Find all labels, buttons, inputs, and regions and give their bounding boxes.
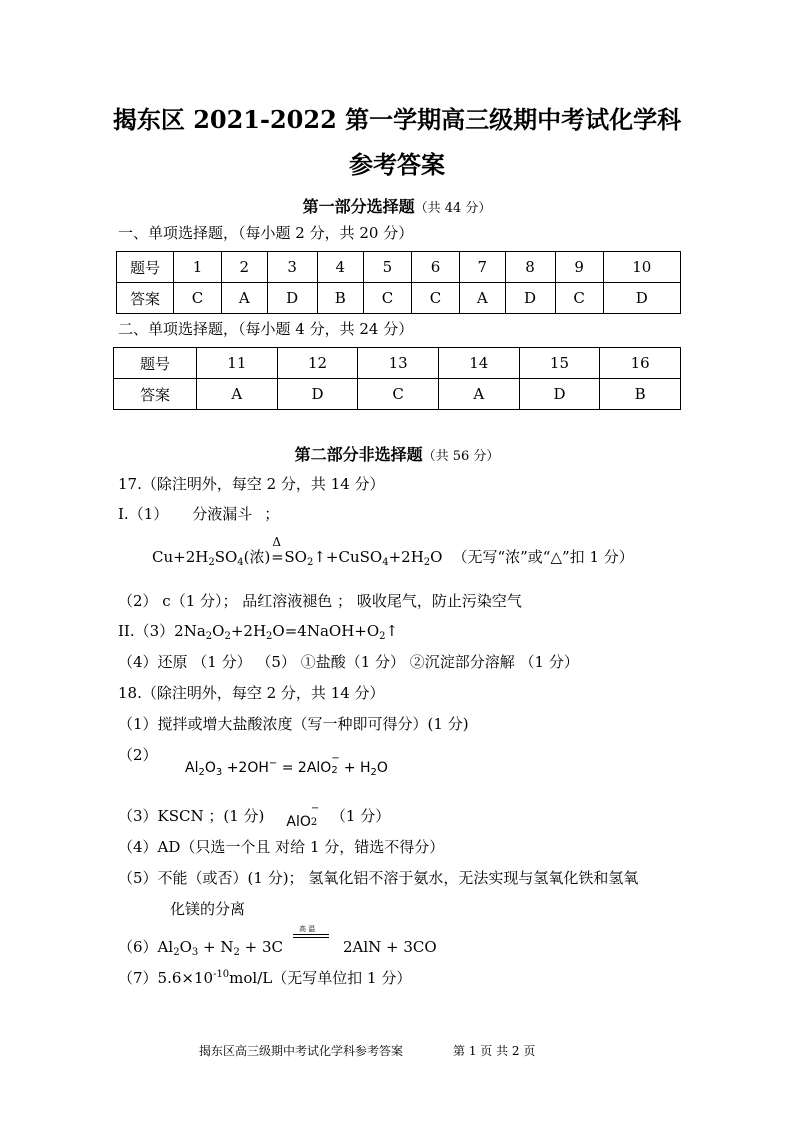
answer-cell: C — [411, 283, 459, 314]
eq-part: O — [430, 548, 443, 566]
eq-part: AlO — [286, 814, 311, 830]
eq-part: （7）5.6×10 — [118, 969, 214, 987]
eq-part: SO — [284, 548, 307, 566]
table-row-answers — [117, 283, 681, 314]
question-cell: 9 — [555, 252, 603, 283]
ion-charge — [331, 753, 340, 776]
answer-cell: C — [363, 283, 411, 314]
question-cell: 14 — [438, 348, 519, 379]
part2-title: 第二部分非选择题 — [294, 445, 423, 464]
eq-sub: 2 — [208, 557, 215, 568]
page-title: 揭东区 2021-2022 第一学期高三级期中考试化学科 — [112, 105, 682, 134]
answer-cell: B — [317, 283, 363, 314]
eq-part: +2H — [388, 548, 424, 566]
high-temp-label: 高 温 — [298, 925, 316, 933]
eq-part: + N — [198, 938, 234, 956]
eq-sub: 2 — [423, 557, 431, 568]
heat-symbol: Δ — [272, 535, 282, 549]
question-cell: 6 — [411, 252, 459, 283]
footer-page: 第 1 页 共 2 页 — [453, 1044, 536, 1058]
question-cell: 2 — [222, 252, 268, 283]
eq-part: + 3C — [239, 938, 283, 956]
eq-part: （6）Al — [118, 938, 174, 956]
eq-part: mol/L（无写单位扣 1 分） — [229, 969, 412, 987]
eq-sub: 2 — [233, 947, 240, 958]
q17-i1-end: ； — [264, 505, 280, 523]
q17-i1-prefix: I.（1） — [118, 505, 169, 523]
question-cell: 10 — [603, 252, 680, 283]
eq-sub: 2 — [310, 817, 318, 828]
eq-part: Cu+2H — [152, 548, 209, 566]
answer-cell: A — [197, 379, 278, 410]
q17-i1 — [118, 503, 279, 524]
page-subtitle: 参考答案 — [349, 150, 445, 179]
eq-part: +2OH — [222, 760, 269, 776]
eq-part: O=4NaOH+O — [272, 622, 380, 640]
question-cell: 16 — [600, 348, 681, 379]
eq-part: （3）KSCN ；(1 分) — [118, 807, 265, 825]
answer-cell: D — [267, 283, 317, 314]
eq-part: O — [376, 760, 388, 776]
eq-part: O — [212, 622, 225, 640]
answer-cell: D — [603, 283, 680, 314]
eq-sup: − — [268, 758, 278, 769]
eq-sub: 2 — [198, 767, 205, 778]
question-cell: 8 — [505, 252, 555, 283]
question-cell: 13 — [358, 348, 439, 379]
part2-heading — [0, 442, 794, 465]
part1-heading — [0, 194, 794, 217]
part1-score: （共 44 分） — [414, 201, 492, 216]
question-cell: 12 — [277, 348, 358, 379]
question-cell: 4 — [317, 252, 363, 283]
question-cell: 11 — [197, 348, 278, 379]
eq-sub: 2 — [173, 947, 180, 958]
table-header-cell: 题号 — [114, 348, 197, 379]
table-row-questions — [117, 252, 681, 283]
table-header-cell: 答案 — [117, 283, 174, 314]
table-header-cell: 答案 — [114, 379, 197, 410]
reaction-condition: Δ = — [271, 535, 284, 566]
eq-sub: 2 — [224, 631, 231, 642]
question-cell: 7 — [459, 252, 505, 283]
q18-a2-equation — [185, 753, 388, 778]
answer-cell: C — [555, 283, 603, 314]
eq-sub: 2 — [205, 631, 213, 642]
eq-sub: 3 — [215, 767, 223, 778]
answer-cell: D — [519, 379, 600, 410]
question-cell: 3 — [267, 252, 317, 283]
q18-a1: （1）搅拌或增大盐酸浓度（写一种即可得分）(1 分) — [118, 715, 469, 733]
question-cell: 1 — [174, 252, 222, 283]
table-row-answers — [114, 379, 681, 410]
eq-part: 2AlN + 3CO — [342, 938, 437, 956]
question-cell: 15 — [519, 348, 600, 379]
answer-table-2 — [113, 347, 681, 410]
q17-ii3 — [118, 620, 398, 642]
question-cell: 5 — [363, 252, 411, 283]
eq-part: O — [204, 760, 216, 776]
q18-a5-line2: 化镁的分离 — [170, 900, 246, 918]
q17-header: 17.（除注明外，每空 2 分，共 14 分） — [118, 475, 385, 493]
answer-cell: A — [438, 379, 519, 410]
eq-part: ↑ — [385, 622, 399, 640]
q18-a6 — [118, 925, 437, 958]
eq-part: + H — [339, 760, 371, 776]
eq-part: Al — [185, 760, 199, 776]
q18-a3 — [118, 803, 391, 830]
part2-score: （共 56 分） — [422, 449, 500, 464]
answer-cell: A — [222, 283, 268, 314]
ion-charge — [310, 803, 321, 828]
eq-sup: -10 — [213, 969, 230, 980]
eq-sub: 2 — [379, 631, 386, 642]
answer-cell: B — [600, 379, 681, 410]
eq-sub: 4 — [237, 557, 244, 568]
table-row-questions — [114, 348, 681, 379]
q17-ii4: （4）还原 （1 分） （5） ①盐酸（1 分） ②沉淀部分溶解 （1 分） — [118, 653, 579, 671]
q17-equation — [152, 535, 634, 568]
eq-sup: − — [310, 803, 320, 814]
answer-cell: A — [459, 283, 505, 314]
eq-part: ↑+CuSO — [313, 548, 383, 566]
eq-part: II.（3）2Na — [118, 622, 206, 640]
answer-cell: C — [358, 379, 439, 410]
section2-label: 二、单项选择题，（每小题 4 分，共 24 分） — [118, 320, 414, 338]
q18-a5-line1: （5）不能（或否）(1 分)； 氢氧化铝不溶于氨水，无法实现与氢氧化铁和氢氧 — [118, 869, 639, 887]
q18-a7 — [118, 967, 411, 988]
eq-sub: 2 — [370, 767, 377, 778]
eq-part: = 2AlO — [277, 760, 332, 776]
eq-note: （无写“浓”或“△”扣 1 分） — [452, 548, 634, 566]
q18-header: 18.（除注明外，每空 2 分，共 14 分） — [118, 684, 385, 702]
footer-left: 揭东区高三级期中考试化学科参考答案 — [199, 1044, 404, 1058]
eq-sub: 2 — [331, 765, 338, 776]
answer-cell: D — [277, 379, 358, 410]
equals-line — [293, 934, 329, 935]
q17-i1-answer: 分液漏斗 — [192, 505, 253, 523]
eq-sub: 4 — [382, 557, 389, 568]
equals-line — [293, 937, 329, 938]
q18-a4: （4）AD（只选一个且 对给 1 分，错选不得分） — [118, 838, 445, 856]
eq-part: +2H — [230, 622, 267, 640]
section1-label: 一、单项选择题，（每小题 2 分，共 20 分） — [118, 224, 414, 242]
eq-sup: − — [331, 753, 340, 764]
eq-sub: 3 — [191, 947, 199, 958]
eq-part: SO — [214, 548, 238, 566]
answer-table-1 — [116, 251, 681, 314]
eq-part: O — [179, 938, 192, 956]
reaction-condition — [283, 925, 343, 952]
q17-i2: （2） c（1 分）； 品红溶液褪色 ； 吸收尾气，防止污染空气 — [118, 592, 522, 610]
eq-part: (浓) — [243, 548, 271, 566]
table-header-cell: 题号 — [117, 252, 174, 283]
eq-sub: 2 — [306, 557, 314, 568]
eq-part: （1 分） — [330, 807, 391, 825]
answer-cell: C — [174, 283, 222, 314]
answer-cell: D — [505, 283, 555, 314]
part1-title: 第一部分选择题 — [302, 197, 415, 216]
q18-a2-label: （2） — [118, 746, 158, 764]
eq-sub: 2 — [266, 631, 273, 642]
